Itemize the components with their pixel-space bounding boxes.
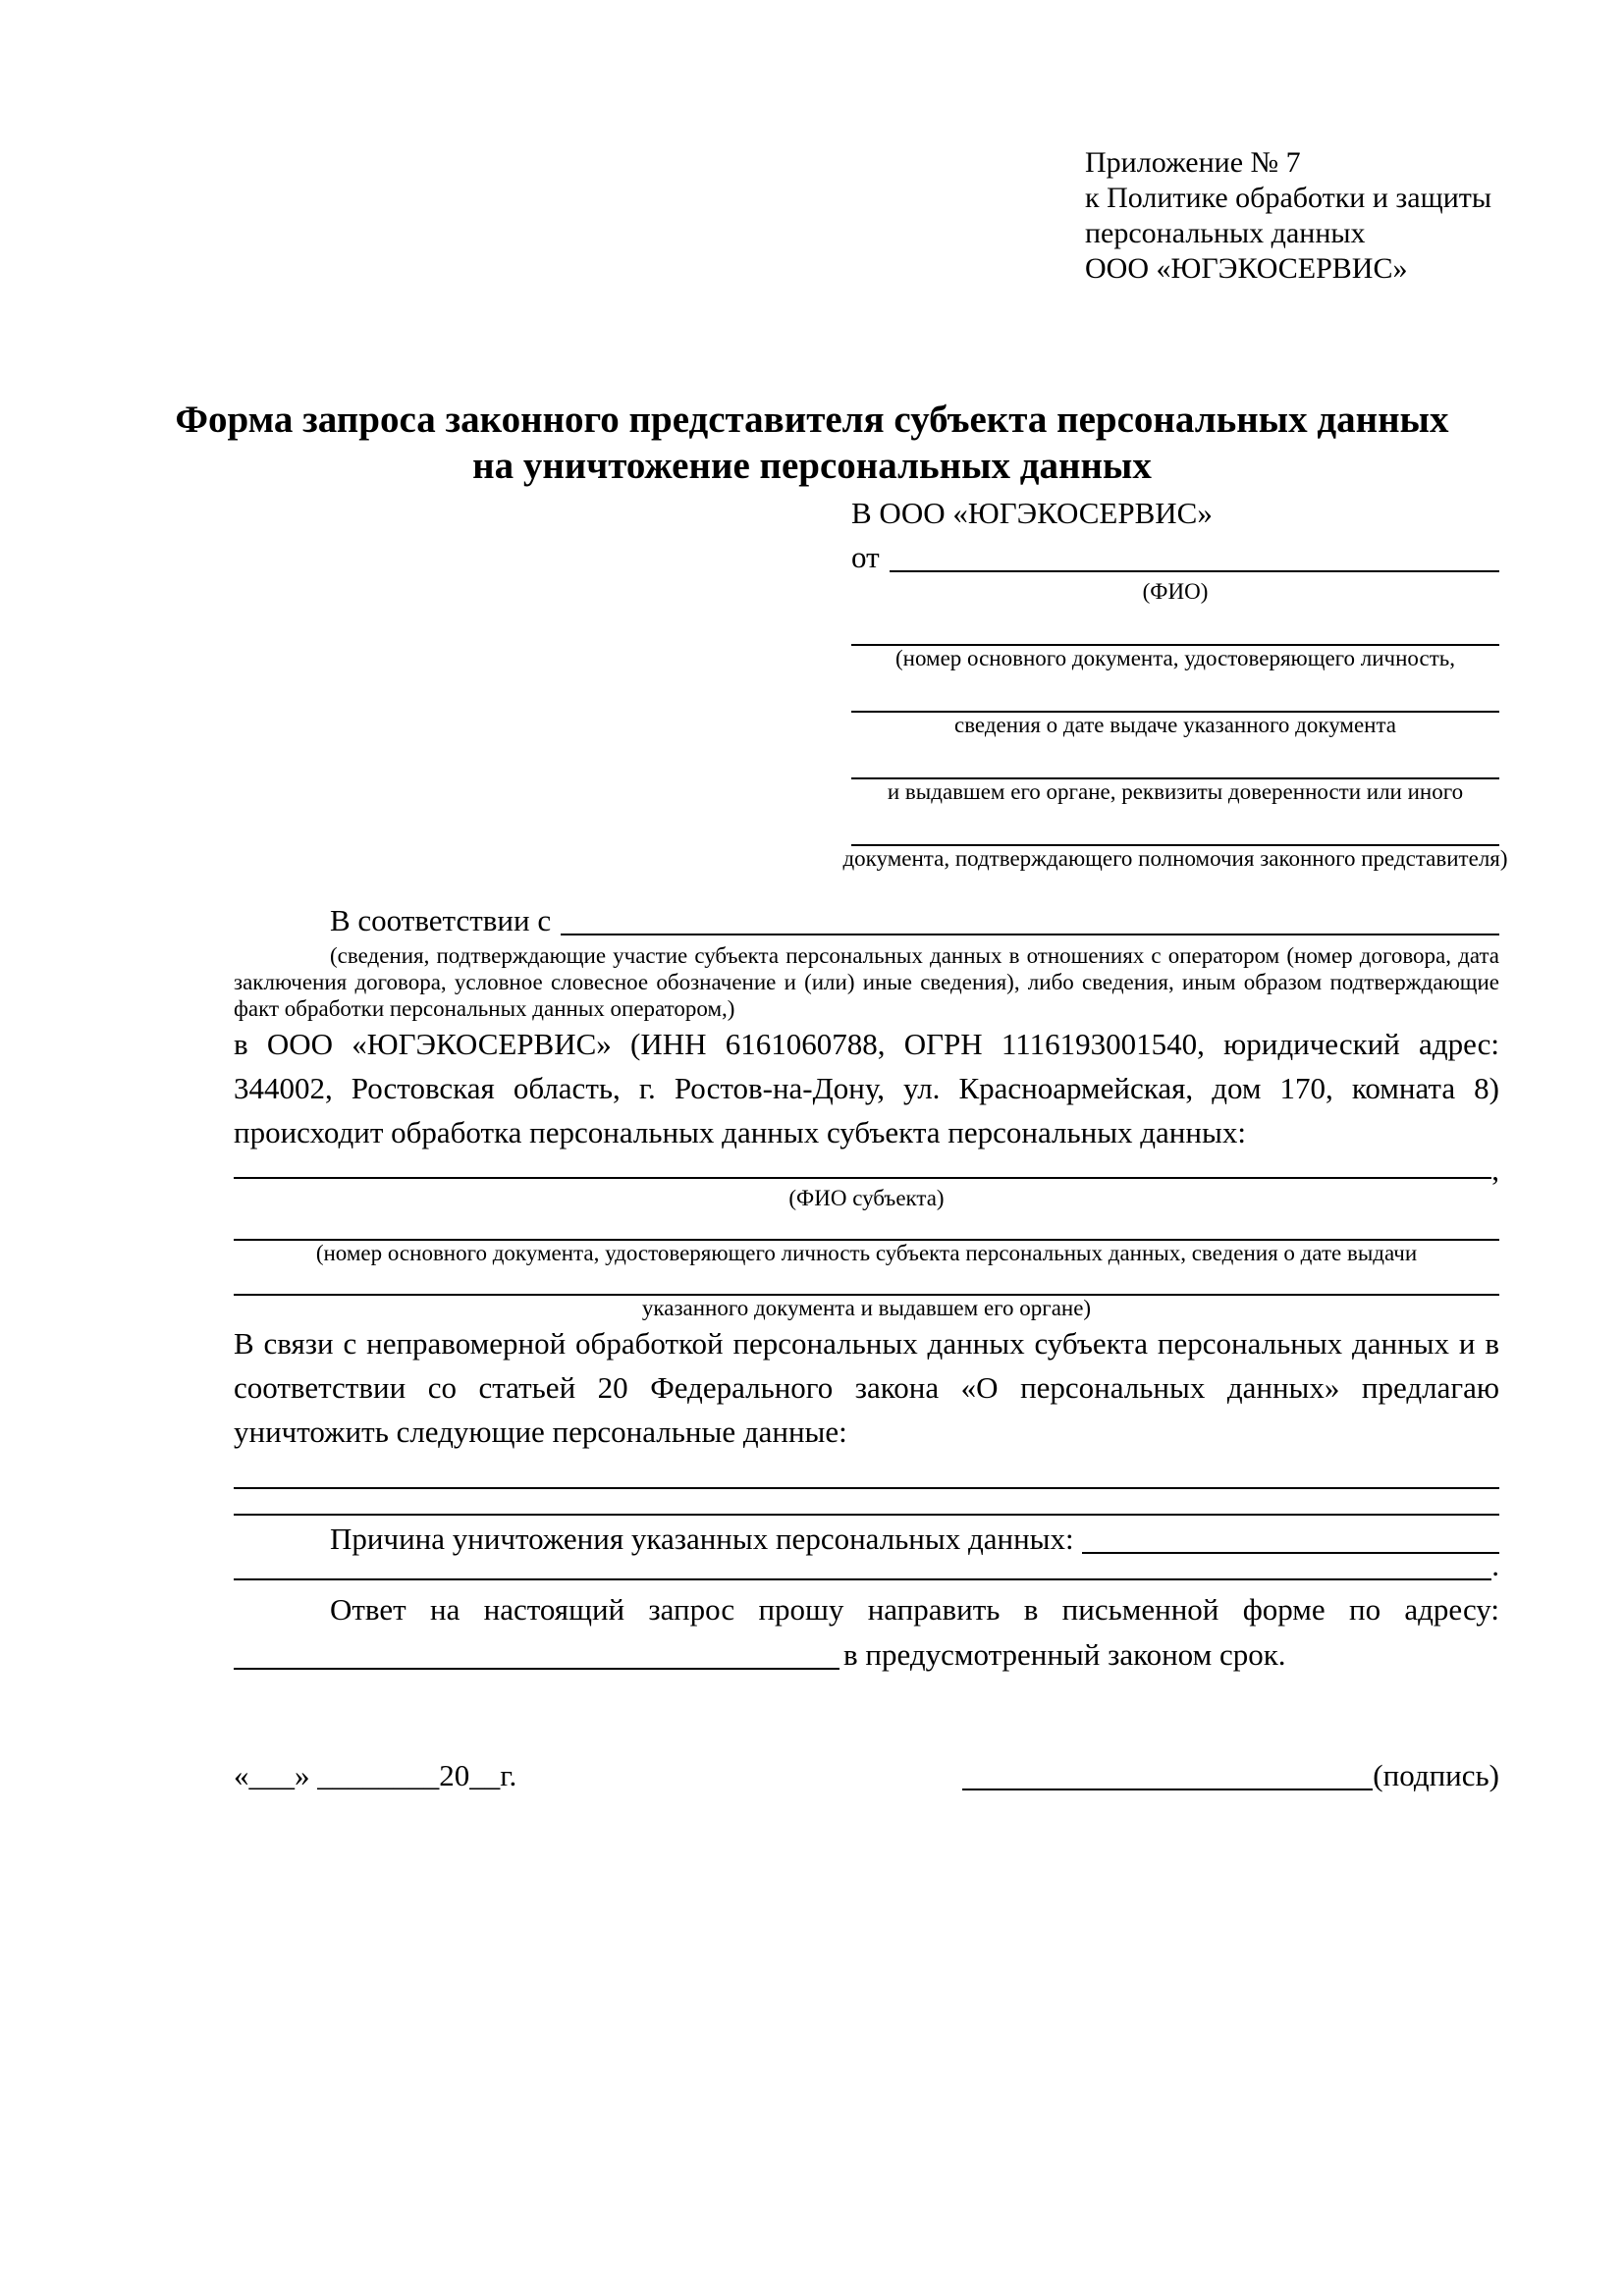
trailing-comma: , — [1491, 1152, 1499, 1187]
signature-block — [962, 1753, 1499, 1797]
operator-paragraph: в ООО «ЮГЭКОСЕРВИС» (ИНН 6161060788, ОГРН 1116193001540, юридический адрес: 344002, Ростовская область, г. Ростов-на-Дону, ул. Красноармейская, дом 170, комната 8) происходит обработка персональных данных субъекта персональных данных: — [234, 1027, 1499, 1149]
accordance-row — [234, 898, 1499, 942]
write-in-line — [234, 1578, 1491, 1580]
subject-fio-row — [234, 1154, 1499, 1186]
write-in-line — [234, 1177, 1491, 1179]
caption-subject-doc: (номер основного документа, удостоверяющего личность субъекта персональных данных, сведения о дате выдачи — [315, 1241, 1418, 1265]
reason-continuation-row — [234, 1548, 1499, 1587]
form-body — [234, 898, 1499, 1797]
answer-paragraph-end: в предусмотренный законом срок. — [843, 1637, 1286, 1672]
write-in-line — [234, 1489, 1499, 1516]
write-in-line — [890, 570, 1499, 572]
write-in-line — [851, 671, 1499, 713]
signature-caption: (подпись) — [1373, 1758, 1499, 1792]
from-row — [851, 535, 1499, 579]
write-in-line — [234, 1668, 839, 1670]
caption-issuing-authority: и выдавшем его органе, реквизиты доверенности или иного — [887, 779, 1464, 804]
caption-doc-number: (номер основного документа, удостоверяющего личность, — [894, 646, 1455, 670]
write-in-line — [234, 1454, 1499, 1489]
answer-paragraph: Ответ на настоящий запрос прошу направить в письменной форме по адресу: — [330, 1592, 1499, 1627]
write-in-line — [851, 805, 1499, 846]
reason-row — [234, 1516, 1499, 1561]
caption-subject-fio: (ФИО субъекта) — [788, 1186, 945, 1210]
caption-issue-date: сведения о дате выдаче указанного документа — [953, 713, 1397, 737]
write-in-line — [851, 605, 1499, 646]
recipient-block — [842, 491, 1508, 872]
form-title-line1: Форма запроса законного представителя субъекта персональных данных — [175, 399, 1449, 441]
reason-label: Причина уничтожения указанных персональных данных: — [330, 1522, 1074, 1556]
appendix-line: ООО «ЮГЭКОСЕРВИС» — [1085, 252, 1408, 285]
write-in-line — [1082, 1552, 1499, 1554]
write-in-line — [561, 934, 1499, 935]
write-in-line — [234, 1211, 1499, 1241]
unlawful-paragraph: В связи с неправомерной обработкой персональных данных субъекта персональных данных и в соответствии со статьей 20 Федерального закона «О персональных данных» предлагаю уничтожить следующие персональные данные: — [234, 1326, 1499, 1449]
write-in-line — [234, 1266, 1499, 1296]
form-title-line2: на уничтожение персональных данных — [472, 445, 1152, 487]
caption-subject-doc-authority: указанного документа и выдавшем его органе) — [641, 1296, 1092, 1320]
accordance-caption: (сведения, подтверждающие участие субъекта персональных данных в отношениях с оператором (номер договора, дата заключения договора, условное словесное обозначение и (или) иные сведения), либо сведения, иным образом подтверждающие факт обработки персональных данных оператором,) — [234, 943, 1499, 1021]
appendix-line: Приложение № 7 — [1085, 146, 1301, 179]
signature-line — [962, 1789, 1373, 1790]
caption-fio: (ФИО) — [1142, 579, 1209, 604]
from-label: от — [851, 540, 880, 574]
accordance-label: В соответствии с — [330, 903, 552, 937]
appendix-line: к Политике обработки и защиты — [1085, 182, 1492, 214]
date-signature-row — [234, 1753, 1499, 1797]
trailing-period: . — [1491, 1548, 1499, 1582]
appendix-header — [1085, 145, 1491, 287]
date-field: «___» ________20__г. — [234, 1758, 517, 1792]
appendix-line: персональных данных — [1085, 217, 1366, 249]
address-row — [234, 1631, 1499, 1677]
recipient-to: В ООО «ЮГЭКОСЕРВИС» — [851, 496, 1213, 530]
caption-representative-doc: документа, подтверждающего полномочия законного представителя) — [842, 846, 1508, 871]
form-title — [0, 397, 1624, 489]
write-in-line — [851, 738, 1499, 779]
